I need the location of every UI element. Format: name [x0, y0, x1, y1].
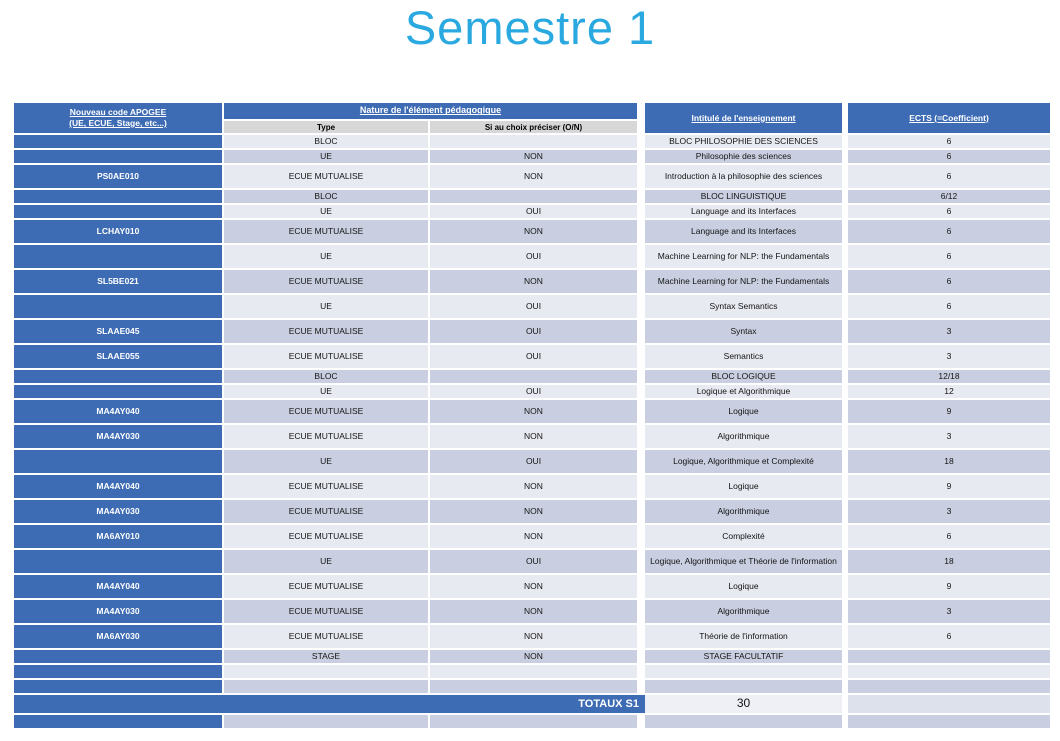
- choix-cell: OUI: [430, 245, 637, 268]
- intitule-cell: BLOC LOGIQUE: [645, 370, 842, 383]
- choix-cell: [430, 715, 637, 728]
- type-cell: BLOC: [224, 190, 428, 203]
- choix-cell: NON: [430, 525, 637, 548]
- intitule-cell: Logique, Algorithmique et Théorie de l'information: [645, 550, 842, 573]
- choix-cell: [430, 680, 637, 693]
- header-type: Type: [224, 121, 428, 133]
- ects-cell: [848, 715, 1050, 728]
- ects-cell: 6: [848, 245, 1050, 268]
- header-intitule: Intitulé de l'enseignement: [645, 103, 842, 133]
- choix-cell: OUI: [430, 345, 637, 368]
- ects-cell: 9: [848, 575, 1050, 598]
- intitule-cell: Syntax: [645, 320, 842, 343]
- ects-cell: 6: [848, 625, 1050, 648]
- type-cell: ECUE MUTUALISE: [224, 220, 428, 243]
- code-cell: [14, 190, 222, 203]
- choix-cell: OUI: [430, 320, 637, 343]
- choix-cell: [430, 190, 637, 203]
- intitule-cell: [645, 680, 842, 693]
- type-cell: BLOC: [224, 370, 428, 383]
- code-cell: SL5BE021: [14, 270, 222, 293]
- type-cell: ECUE MUTUALISE: [224, 625, 428, 648]
- type-cell: ECUE MUTUALISE: [224, 320, 428, 343]
- code-cell: [14, 650, 222, 663]
- type-cell: UE: [224, 295, 428, 318]
- code-cell: LCHAY010: [14, 220, 222, 243]
- code-cell: MA4AY040: [14, 400, 222, 423]
- ects-cell: 18: [848, 450, 1050, 473]
- choix-cell: NON: [430, 475, 637, 498]
- type-cell: ECUE MUTUALISE: [224, 500, 428, 523]
- type-cell: ECUE MUTUALISE: [224, 425, 428, 448]
- type-cell: ECUE MUTUALISE: [224, 345, 428, 368]
- intitule-cell: Syntax Semantics: [645, 295, 842, 318]
- header-code-line2: (UE, ECUE, Stage, etc...): [69, 118, 167, 128]
- choix-cell: OUI: [430, 450, 637, 473]
- type-cell: ECUE MUTUALISE: [224, 475, 428, 498]
- header-choix: Si au choix préciser (O/N): [430, 121, 637, 133]
- choix-cell: OUI: [430, 295, 637, 318]
- intitule-cell: BLOC PHILOSOPHIE DES SCIENCES: [645, 135, 842, 148]
- ects-cell: 12: [848, 385, 1050, 398]
- choix-cell: [430, 665, 637, 678]
- choix-cell: NON: [430, 600, 637, 623]
- code-cell: [14, 295, 222, 318]
- type-cell: ECUE MUTUALISE: [224, 400, 428, 423]
- choix-cell: NON: [430, 400, 637, 423]
- code-cell: MA4AY040: [14, 475, 222, 498]
- type-cell: ECUE MUTUALISE: [224, 575, 428, 598]
- type-cell: ECUE MUTUALISE: [224, 165, 428, 188]
- intitule-cell: Logique: [645, 400, 842, 423]
- choix-cell: NON: [430, 425, 637, 448]
- header-ects: ECTS (=Coefficient): [848, 103, 1050, 133]
- intitule-cell: Language and its Interfaces: [645, 205, 842, 218]
- type-cell: STAGE: [224, 650, 428, 663]
- choix-cell: NON: [430, 575, 637, 598]
- code-cell: [14, 665, 222, 678]
- intitule-cell: Logique: [645, 475, 842, 498]
- code-cell: [14, 150, 222, 163]
- totals-bar: TOTAUX S1: [14, 695, 645, 713]
- ects-cell: 6: [848, 220, 1050, 243]
- code-cell: MA4AY030: [14, 600, 222, 623]
- intitule-cell: Complexité: [645, 525, 842, 548]
- type-cell: UE: [224, 205, 428, 218]
- type-cell: [224, 680, 428, 693]
- intitule-cell: Logique: [645, 575, 842, 598]
- intitule-cell: Algorithmique: [645, 425, 842, 448]
- code-cell: MA4AY040: [14, 575, 222, 598]
- ects-cell: 3: [848, 345, 1050, 368]
- header-code-line1: Nouveau code APOGEE: [69, 107, 167, 118]
- type-cell: UE: [224, 550, 428, 573]
- code-cell: [14, 205, 222, 218]
- choix-cell: NON: [430, 625, 637, 648]
- ects-cell: 9: [848, 475, 1050, 498]
- type-cell: BLOC: [224, 135, 428, 148]
- ects-cell: 6: [848, 295, 1050, 318]
- ects-cell: 6: [848, 205, 1050, 218]
- ects-cell: [848, 650, 1050, 663]
- choix-cell: NON: [430, 165, 637, 188]
- choix-cell: OUI: [430, 550, 637, 573]
- ects-cell: 9: [848, 400, 1050, 423]
- code-cell: [14, 385, 222, 398]
- choix-cell: NON: [430, 150, 637, 163]
- code-cell: [14, 450, 222, 473]
- intitule-cell: BLOC LINGUISTIQUE: [645, 190, 842, 203]
- ects-cell: 6/12: [848, 190, 1050, 203]
- choix-cell: OUI: [430, 205, 637, 218]
- code-cell: MA6AY030: [14, 625, 222, 648]
- ects-cell: 6: [848, 165, 1050, 188]
- code-cell: [14, 135, 222, 148]
- choix-cell: OUI: [430, 385, 637, 398]
- type-cell: ECUE MUTUALISE: [224, 600, 428, 623]
- ects-cell: 3: [848, 320, 1050, 343]
- type-cell: UE: [224, 450, 428, 473]
- choix-cell: NON: [430, 650, 637, 663]
- intitule-cell: Philosophie des sciences: [645, 150, 842, 163]
- ects-cell: 3: [848, 425, 1050, 448]
- code-cell: [14, 715, 222, 728]
- code-cell: SLAAE055: [14, 345, 222, 368]
- ects-cell: 6: [848, 525, 1050, 548]
- ects-cell: 6: [848, 135, 1050, 148]
- intitule-cell: Machine Learning for NLP: the Fundamentals: [645, 270, 842, 293]
- ects-cell: [848, 680, 1050, 693]
- header-code: [14, 103, 222, 133]
- header-nature: Nature de l'élément pédagogique: [224, 103, 637, 119]
- choix-cell: NON: [430, 220, 637, 243]
- semester1-table: [14, 103, 1050, 728]
- code-cell: MA6AY010: [14, 525, 222, 548]
- code-cell: SLAAE045: [14, 320, 222, 343]
- choix-cell: NON: [430, 270, 637, 293]
- intitule-cell: Théorie de l'information: [645, 625, 842, 648]
- code-cell: PS0AE010: [14, 165, 222, 188]
- intitule-cell: Logique, Algorithmique et Complexité: [645, 450, 842, 473]
- intitule-cell: Semantics: [645, 345, 842, 368]
- intitule-cell: Logique et Algorithmique: [645, 385, 842, 398]
- intitule-cell: Introduction à la philosophie des sciences: [645, 165, 842, 188]
- intitule-cell: [645, 715, 842, 728]
- choix-cell: [430, 135, 637, 148]
- ects-cell: [848, 665, 1050, 678]
- totals-ects-cell: [848, 695, 1050, 713]
- type-cell: UE: [224, 245, 428, 268]
- type-cell: [224, 715, 428, 728]
- type-cell: ECUE MUTUALISE: [224, 525, 428, 548]
- ects-cell: 3: [848, 500, 1050, 523]
- code-cell: [14, 550, 222, 573]
- code-cell: MA4AY030: [14, 425, 222, 448]
- ects-cell: 3: [848, 600, 1050, 623]
- intitule-cell: Machine Learning for NLP: the Fundamentals: [645, 245, 842, 268]
- page-title: Semestre 1: [404, 1, 656, 54]
- type-cell: UE: [224, 150, 428, 163]
- choix-cell: [430, 370, 637, 383]
- intitule-cell: Algorithmique: [645, 500, 842, 523]
- ects-cell: 6: [848, 270, 1050, 293]
- intitule-cell: Language and its Interfaces: [645, 220, 842, 243]
- code-cell: [14, 370, 222, 383]
- totals-value-cell: 30: [645, 695, 842, 713]
- intitule-cell: Algorithmique: [645, 600, 842, 623]
- type-cell: UE: [224, 385, 428, 398]
- intitule-cell: [645, 665, 842, 678]
- type-cell: [224, 665, 428, 678]
- intitule-cell: STAGE FACULTATIF: [645, 650, 842, 663]
- type-cell: ECUE MUTUALISE: [224, 270, 428, 293]
- code-cell: MA4AY030: [14, 500, 222, 523]
- code-cell: [14, 680, 222, 693]
- ects-cell: 18: [848, 550, 1050, 573]
- ects-cell: 6: [848, 150, 1050, 163]
- code-cell: [14, 245, 222, 268]
- choix-cell: NON: [430, 500, 637, 523]
- ects-cell: 12/18: [848, 370, 1050, 383]
